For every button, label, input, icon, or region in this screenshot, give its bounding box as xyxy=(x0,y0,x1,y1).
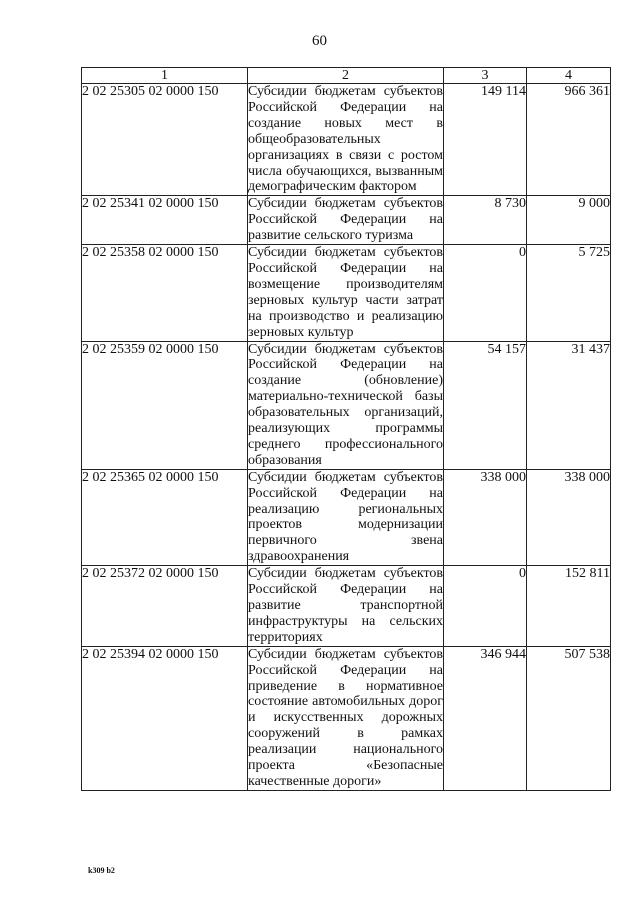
row-value-col4: 31 437 xyxy=(527,341,611,469)
row-code: 2 02 25365 02 0000 150 xyxy=(82,469,248,565)
row-code: 2 02 25305 02 0000 150 xyxy=(82,84,248,196)
row-description: Субсидии бюджетам субъектов Российской Федерации на реализацию региональных проектов модернизации первичного звена здравоохранения xyxy=(248,469,443,565)
table-row xyxy=(82,245,611,341)
row-description: Субсидии бюджетам субъектов Российской Федерации на развитие сельского туризма xyxy=(248,196,443,244)
page-number: 60 xyxy=(312,33,327,49)
table-row xyxy=(82,646,611,790)
row-value-col4: 9 000 xyxy=(527,196,611,245)
table-row xyxy=(82,84,611,196)
row-value-col4: 507 538 xyxy=(527,646,611,790)
column-header-1: 1 xyxy=(82,68,248,84)
row-value-col4: 152 811 xyxy=(527,566,611,647)
row-description: Субсидии бюджетам субъектов Российской Федерации на приведение в нормативное состояние автомобильных дорог и искусственных дорожных сооружений в рамках реализации национального проекта «Безопасные качественные дороги» xyxy=(248,646,443,789)
row-value-col3: 0 xyxy=(444,566,527,647)
row-description: Субсидии бюджетам субъектов Российской Федерации на создание новых мест в общеобразовательных организациях в связи с ростом числа обучающихся, вызванным демографическим фактором xyxy=(248,84,443,195)
column-header-4: 4 xyxy=(527,68,611,84)
row-code: 2 02 25358 02 0000 150 xyxy=(82,245,248,341)
table-row xyxy=(82,341,611,469)
row-code: 2 02 25359 02 0000 150 xyxy=(82,341,248,469)
row-description: Субсидии бюджетам субъектов Российской Федерации на развитие транспортной инфраструктуры на сельских территориях xyxy=(248,566,443,645)
row-description: Субсидии бюджетам субъектов Российской Федерации на создание (обновление) материально-технической базы образовательных организаций, реализующих программы среднего профессионального образования xyxy=(248,341,443,468)
row-value-col4: 338 000 xyxy=(527,469,611,565)
row-code: 2 02 25341 02 0000 150 xyxy=(82,196,248,245)
header-row xyxy=(82,68,611,84)
table-row xyxy=(82,566,611,647)
row-value-col3: 149 114 xyxy=(444,84,527,196)
row-code: 2 02 25372 02 0000 150 xyxy=(82,566,248,647)
row-value-col3: 8 730 xyxy=(444,196,527,245)
row-value-col3: 54 157 xyxy=(444,341,527,469)
column-header-3: 3 xyxy=(444,68,527,84)
row-value-col3: 338 000 xyxy=(444,469,527,565)
budget-table xyxy=(81,67,611,791)
table-row xyxy=(82,196,611,245)
row-value-col4: 966 361 xyxy=(527,84,611,196)
footer-document-code: k309 b2 xyxy=(88,866,115,875)
table-row xyxy=(82,469,611,565)
row-value-col3: 346 944 xyxy=(444,646,527,790)
row-value-col4: 5 725 xyxy=(527,245,611,341)
column-header-2: 2 xyxy=(248,68,444,84)
row-code: 2 02 25394 02 0000 150 xyxy=(82,646,248,790)
row-description: Субсидии бюджетам субъектов Российской Федерации на возмещение производителям зерновых культур части затрат на производство и реализацию зерновых культур xyxy=(248,245,443,340)
row-value-col3: 0 xyxy=(444,245,527,341)
